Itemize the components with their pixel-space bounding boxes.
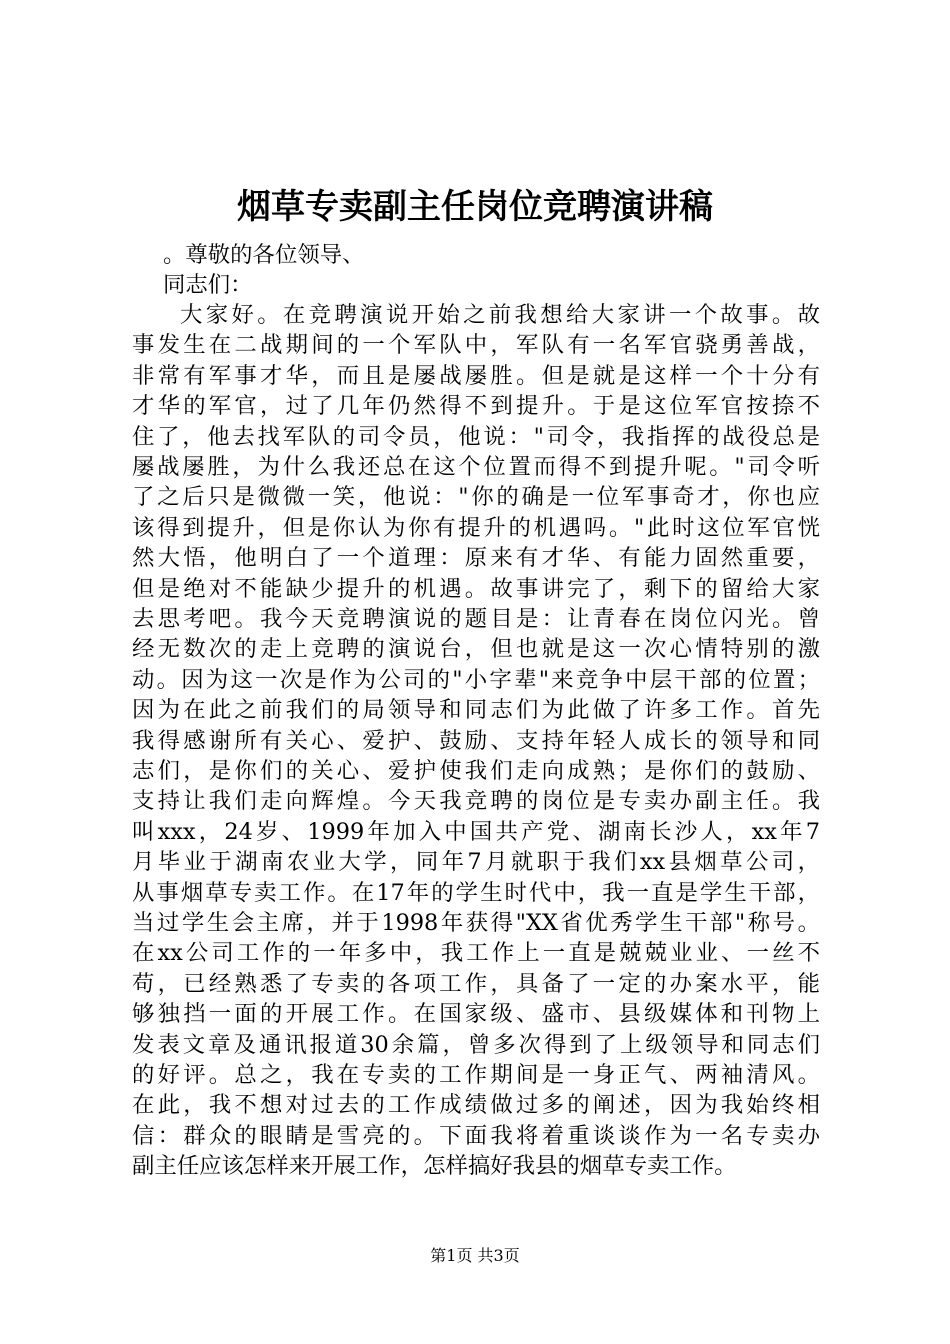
body-line: 在xx公司工作的一年多中，我工作上一直是兢兢业业、一丝不 xyxy=(132,940,820,967)
greeting-line: 。尊敬的各位领导、 xyxy=(163,242,365,268)
body-line: 去思考吧。我今天竞聘演说的题目是：让青春在岗位闪光。曾 xyxy=(132,606,820,632)
body-line: 我得感谢所有关心、爱护、鼓励、支持年轻人成长的领导和同 xyxy=(132,727,820,754)
body-line: 住了，他去找军队的司令员，他说："司令，我指挥的战役总是 xyxy=(132,423,820,450)
body-line: 的好评。总之，我在专卖的工作期间是一身正气、两袖清风。 xyxy=(132,1062,820,1088)
document-title: 烟草专卖副主任岗位竞聘演讲稿 xyxy=(237,187,713,227)
body-line: 屡战屡胜，为什么我还总在这个位置而得不到提升呢。"司令听 xyxy=(132,454,820,480)
body-line: 非常有军事才华，而且是屡战屡胜。但是就是这样一个十分有 xyxy=(132,362,820,389)
body-line: 副主任应该怎样来开展工作，怎样搞好我县的烟草专卖工作。 xyxy=(132,1153,737,1180)
body-line: 当过学生会主席，并于1998年获得"XX省优秀学生干部"称号。 xyxy=(132,910,820,936)
body-line: 事发生在二战期间的一个军队中，军队有一名军官骁勇善战， xyxy=(132,332,820,359)
body-line: 支持让我们走向辉煌。今天我竞聘的岗位是专卖办副主任。我 xyxy=(132,788,820,815)
body-line: 叫xxx，24岁、1999年加入中国共产党、湖南长沙人，xx年7 xyxy=(132,818,820,845)
body-line: 苟，已经熟悉了专卖的各项工作，具备了一定的办案水平，能 xyxy=(132,970,820,997)
body-line: 发表文章及通讯报道30余篇，曾多次得到了上级领导和同志们 xyxy=(132,1031,820,1058)
page-footer: 第1页 共3页 xyxy=(430,1246,520,1265)
body-line: 了之后只是微微一笑，他说："你的确是一位军事奇才，你也应 xyxy=(132,484,820,511)
body-line: 够独挡一面的开展工作。在国家级、盛市、县级媒体和刊物上 xyxy=(132,1001,820,1028)
greeting-line: 同志们： xyxy=(163,272,253,298)
body-line: 该得到提升，但是你认为你有提升的机遇吗。"此时这位军官恍 xyxy=(132,514,820,541)
body-line: 从事烟草专卖工作。在17年的学生时代中，我一直是学生干部， xyxy=(132,879,820,906)
body-line: 经无数次的走上竞聘的演说台，但也就是这一次心情特别的激 xyxy=(132,636,820,663)
body-line: 因为在此之前我们的局领导和同志们为此做了许多工作。首先 xyxy=(132,697,820,724)
body-line: 动。因为这一次是作为公司的"小字辈"来竞争中层干部的位置； xyxy=(132,666,820,693)
body-line: 信：群众的眼睛是雪亮的。下面我将着重谈谈作为一名专卖办 xyxy=(132,1122,820,1149)
body-line: 然大悟，他明白了一个道理：原来有才华、有能力固然重要， xyxy=(132,545,820,572)
body-line: 志们，是你们的关心、爱护使我们走向成熟；是你们的鼓励、 xyxy=(132,758,820,784)
body-line: 才华的军官，过了几年仍然得不到提升。于是这位军官按捺不 xyxy=(132,393,820,420)
body-line: 在此，我不想对过去的工作成绩做过多的阐述，因为我始终相 xyxy=(132,1092,820,1119)
body-line: 但是绝对不能缺少提升的机遇。故事讲完了，剩下的留给大家 xyxy=(132,575,820,602)
body-line: 月毕业于湖南农业大学，同年7月就职于我们xx县烟草公司， xyxy=(132,849,820,876)
body-line: 大家好。在竞聘演说开始之前我想给大家讲一个故事。故 xyxy=(180,302,820,328)
